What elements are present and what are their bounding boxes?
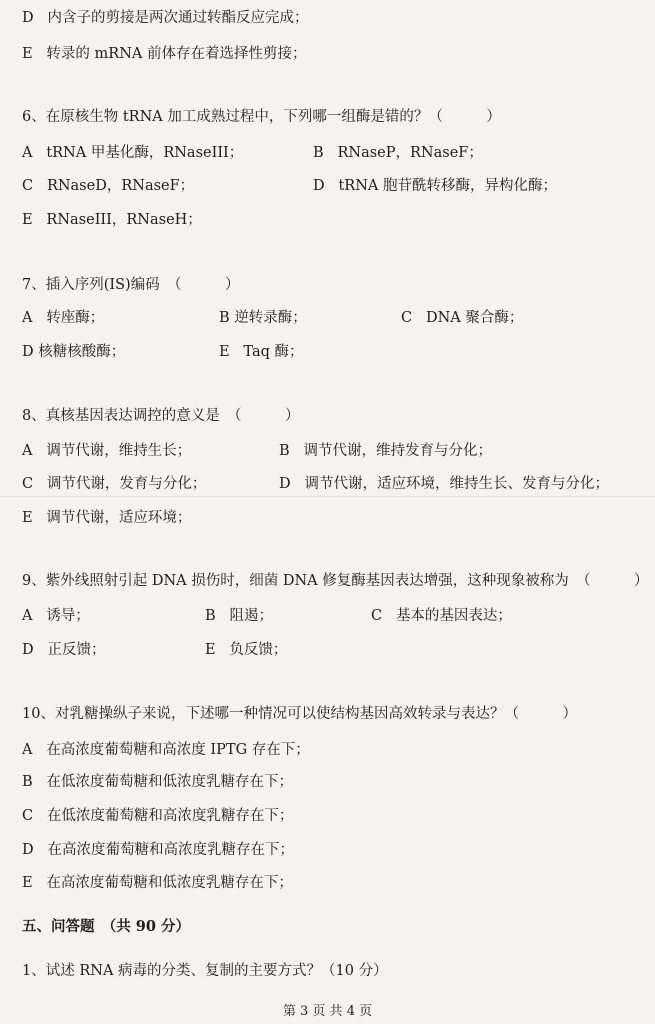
q7-option-b xyxy=(219,308,307,328)
option-text: 基本的基因表达； xyxy=(395,608,512,624)
section-5-title: 五、问答题 （共 90 分） xyxy=(22,918,191,935)
option-letter: B xyxy=(219,310,230,326)
q8-option-d xyxy=(279,474,609,494)
option-text: tRNA 胞苷酰转移酶，异构化酶； xyxy=(338,178,557,194)
option-text: 正反馈； xyxy=(47,642,106,658)
option-letter: B xyxy=(313,145,324,161)
option-text: 核糖核酸酶； xyxy=(38,344,126,360)
prev-option-e xyxy=(22,44,306,64)
option-letter: E xyxy=(205,642,216,658)
option-letter: C xyxy=(22,178,34,194)
option-letter: E xyxy=(22,46,33,62)
option-letter: C xyxy=(371,608,383,624)
option-text: 在低浓度葡萄糖和低浓度乳糖存在下； xyxy=(46,774,293,790)
q9-option-d xyxy=(22,640,105,660)
question-8-stem: 8、真核基因表达调控的意义是 （ ） xyxy=(22,408,300,424)
option-letter: A xyxy=(22,310,33,326)
option-text: 逆转录酶； xyxy=(234,310,307,326)
q8-option-e xyxy=(22,508,191,528)
option-letter: A xyxy=(22,608,33,624)
q9-option-b xyxy=(205,606,273,626)
q9-option-e xyxy=(205,640,287,660)
option-letter: B xyxy=(279,443,290,459)
option-text: 在低浓度葡萄糖和高浓度乳糖存在下； xyxy=(46,808,294,824)
option-letter: E xyxy=(219,344,230,360)
option-text: 调节代谢，发育与分化； xyxy=(46,476,207,492)
option-letter: C xyxy=(22,808,34,824)
option-text: tRNA 甲基化酶，RNaseIII； xyxy=(46,145,244,161)
q6-option-b xyxy=(313,143,483,163)
option-text: 诱导； xyxy=(46,608,90,624)
option-letter: D xyxy=(22,842,34,858)
option-text: 在高浓度葡萄糖和高浓度乳糖存在下； xyxy=(47,842,294,858)
q6-option-a xyxy=(22,143,243,163)
option-letter: C xyxy=(401,310,413,326)
option-text: 在高浓度葡萄糖和高浓度 IPTG 存在下； xyxy=(46,742,310,758)
prev-option-d xyxy=(22,8,308,28)
q10-option-c xyxy=(22,806,293,826)
option-letter: B xyxy=(205,608,216,624)
q6-option-c xyxy=(22,176,194,196)
q7-option-a xyxy=(22,308,104,328)
option-letter: E xyxy=(22,510,33,526)
q6-option-e xyxy=(22,210,202,230)
option-text: RNaseD，RNaseF； xyxy=(46,178,195,194)
q10-option-a xyxy=(22,740,310,760)
q9-option-c xyxy=(371,606,512,626)
option-text: 阻遏； xyxy=(229,608,273,624)
q10-option-b xyxy=(22,772,293,792)
option-letter: A xyxy=(22,742,33,758)
option-text: RNaseP，RNaseF； xyxy=(337,145,483,161)
option-letter: E xyxy=(22,875,33,891)
option-letter: B xyxy=(22,774,33,790)
q7-option-e xyxy=(219,342,304,362)
q7-option-d xyxy=(22,342,125,362)
option-text: 转录的 mRNA 前体存在着选择性剪接； xyxy=(46,46,307,62)
q8-option-a xyxy=(22,441,191,461)
q10-option-e xyxy=(22,873,293,893)
option-text: 转座酶； xyxy=(46,310,105,326)
question-7-stem: 7、插入序列(IS)编码 （ ） xyxy=(22,277,240,293)
option-text: 负反馈； xyxy=(229,642,288,658)
option-letter: D xyxy=(22,344,34,360)
option-text: 调节代谢，适应环境； xyxy=(46,510,192,526)
option-text: 在高浓度葡萄糖和低浓度乳糖存在下； xyxy=(46,875,293,891)
page-footer: 第 3 页 共 4 页 xyxy=(282,1004,373,1019)
question-9-stem: 9、紫外线照射引起 DNA 损伤时，细菌 DNA 修复酶基因表达增强，这种现象被称为 （ ） xyxy=(22,573,649,589)
option-text: DNA 聚合酶； xyxy=(425,310,524,326)
option-letter: D xyxy=(279,476,291,492)
option-text: Taq 酶； xyxy=(243,344,304,360)
option-letter: D xyxy=(22,642,34,658)
q10-option-d xyxy=(22,840,294,860)
q7-option-c xyxy=(401,308,523,328)
option-letter: D xyxy=(313,178,325,194)
q8-option-b xyxy=(279,441,492,461)
option-letter: C xyxy=(22,476,34,492)
option-text: 调节代谢，适应环境，维持生长、发育与分化； xyxy=(304,476,609,492)
option-text: 调节代谢，维持生长； xyxy=(46,443,192,459)
option-text: RNaseIII，RNaseH； xyxy=(46,212,202,228)
question-10-stem: 10、对乳糖操纵子来说，下述哪一种情况可以使结构基因高效转录与表达？（ ） xyxy=(22,706,577,722)
option-letter: D xyxy=(22,10,34,26)
option-letter: A xyxy=(22,443,33,459)
q9-option-a xyxy=(22,606,90,626)
question-6-stem: 6、在原核生物 tRNA 加工成熟过程中，下列哪一组酶是错的？（ ） xyxy=(22,109,501,125)
option-text: 内含子的剪接是两次通过转酯反应完成； xyxy=(47,10,309,26)
q8-option-c xyxy=(22,474,206,494)
option-text: 调节代谢，维持发育与分化； xyxy=(303,443,492,459)
option-letter: A xyxy=(22,145,33,161)
essay-question-1: 1、试述 RNA 病毒的分类、复制的主要方式？（10 分） xyxy=(22,963,388,979)
option-letter: E xyxy=(22,212,33,228)
q6-option-d xyxy=(313,176,557,196)
